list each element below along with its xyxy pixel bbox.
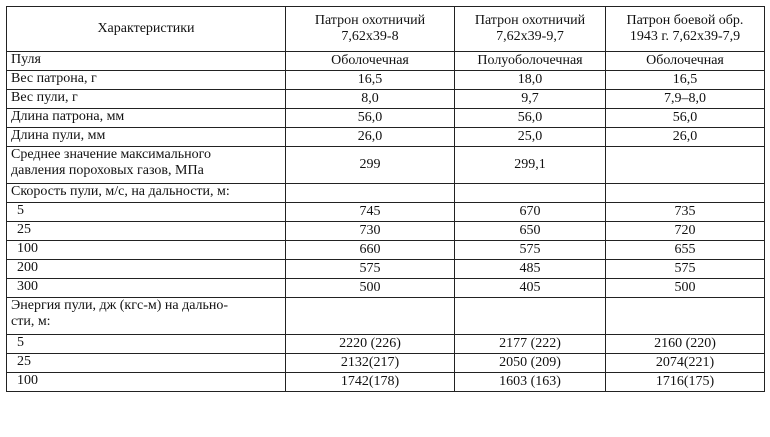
pressure-label-line1: Среднее значение максимального xyxy=(11,147,212,162)
cell-value: 8,0 xyxy=(286,90,455,109)
cell-value: 650 xyxy=(455,222,606,241)
cell-empty xyxy=(286,184,455,203)
header-col3-line1: Патрон боевой обр. xyxy=(626,13,744,28)
cell-value: 26,0 xyxy=(606,128,765,147)
distance-label: 100 xyxy=(7,241,286,260)
header-col3-line2: 1943 г. 7,62x39-7,9 xyxy=(629,29,741,44)
row-label: Вес пули, г xyxy=(7,90,286,109)
header-hunting-cartridge-9-7 xyxy=(455,7,606,52)
cell-value: Полуоболочечная xyxy=(455,52,606,71)
cell-value: 670 xyxy=(455,203,606,222)
cell-value: 2160 (220) xyxy=(606,335,765,354)
cell-value: 2074(221) xyxy=(606,354,765,373)
cell-value: 2132(217) xyxy=(286,354,455,373)
table-row xyxy=(7,279,765,298)
cell-value: 730 xyxy=(286,222,455,241)
cell-empty xyxy=(606,298,765,335)
cell-value: 405 xyxy=(455,279,606,298)
header-col1-line1: Патрон охотничий xyxy=(314,13,426,28)
cell-value: 2050 (209) xyxy=(455,354,606,373)
cell-value: 2177 (222) xyxy=(455,335,606,354)
table-row xyxy=(7,109,765,128)
cell-value: 575 xyxy=(455,241,606,260)
energy-section-header xyxy=(7,298,765,335)
row-label: Пуля xyxy=(7,52,286,71)
table-row xyxy=(7,354,765,373)
cell-value: 2220 (226) xyxy=(286,335,455,354)
table-row xyxy=(7,260,765,279)
table-row xyxy=(7,335,765,354)
cell-value: Оболочечная xyxy=(286,52,455,71)
table-row xyxy=(7,241,765,260)
cell-value: 575 xyxy=(286,260,455,279)
cell-value: 575 xyxy=(606,260,765,279)
header-combat-cartridge-1943 xyxy=(606,7,765,52)
distance-label: 5 xyxy=(7,203,286,222)
energy-label-line2: сти, м: xyxy=(11,314,51,329)
table-row xyxy=(7,52,765,71)
pressure-label-line2: давления пороховых газов, МПа xyxy=(11,163,204,178)
energy-label xyxy=(7,298,286,335)
table-row xyxy=(7,222,765,241)
cell-value: 56,0 xyxy=(455,109,606,128)
cell-value: 720 xyxy=(606,222,765,241)
table-row xyxy=(7,90,765,109)
table-row xyxy=(7,128,765,147)
cell-value: 660 xyxy=(286,241,455,260)
cell-empty xyxy=(286,298,455,335)
table-row xyxy=(7,203,765,222)
header-col1-line2: 7,62x39-8 xyxy=(341,29,399,44)
cell-value: 25,0 xyxy=(455,128,606,147)
speed-label: Скорость пули, м/с, на дальности, м: xyxy=(7,184,286,203)
header-col2-line2: 7,62x39-9,7 xyxy=(496,29,564,44)
cell-value: 655 xyxy=(606,241,765,260)
cell-value: 26,0 xyxy=(286,128,455,147)
cell-value: 9,7 xyxy=(455,90,606,109)
cell-value: 56,0 xyxy=(606,109,765,128)
cell-value: 16,5 xyxy=(606,71,765,90)
distance-label: 100 xyxy=(7,373,286,392)
cell-value: 299,1 xyxy=(455,147,606,184)
header-hunting-cartridge-8 xyxy=(286,7,455,52)
cell-value: 299 xyxy=(286,147,455,184)
header-row xyxy=(7,7,765,52)
cell-value: 18,0 xyxy=(455,71,606,90)
distance-label: 5 xyxy=(7,335,286,354)
distance-label: 25 xyxy=(7,354,286,373)
cell-value: 735 xyxy=(606,203,765,222)
cell-value: 7,9–8,0 xyxy=(606,90,765,109)
speed-section-header xyxy=(7,184,765,203)
distance-label: 25 xyxy=(7,222,286,241)
cell-value: 16,5 xyxy=(286,71,455,90)
cartridge-spec-sheet xyxy=(6,6,764,392)
cell-value: 500 xyxy=(286,279,455,298)
distance-label: 200 xyxy=(7,260,286,279)
header-characteristics: Характеристики xyxy=(7,7,286,52)
distance-label: 300 xyxy=(7,279,286,298)
row-label: Длина пули, мм xyxy=(7,128,286,147)
cell-value: 1716(175) xyxy=(606,373,765,392)
cell-value: 500 xyxy=(606,279,765,298)
cell-value xyxy=(606,147,765,184)
cell-value: 745 xyxy=(286,203,455,222)
cell-empty xyxy=(606,184,765,203)
row-label: Вес патрона, г xyxy=(7,71,286,90)
row-label: Длина патрона, мм xyxy=(7,109,286,128)
cell-value: 1742(178) xyxy=(286,373,455,392)
table-row xyxy=(7,373,765,392)
table-row xyxy=(7,71,765,90)
cell-empty xyxy=(455,298,606,335)
energy-label-line1: Энергия пули, дж (кгс-м) на дально- xyxy=(11,298,229,313)
pressure-row xyxy=(7,147,765,184)
cartridge-spec-table xyxy=(6,6,765,392)
cell-value: 1603 (163) xyxy=(455,373,606,392)
cell-value: 485 xyxy=(455,260,606,279)
header-col2-line1: Патрон охотничий xyxy=(474,13,586,28)
pressure-label xyxy=(7,147,286,184)
cell-value: 56,0 xyxy=(286,109,455,128)
cell-empty xyxy=(455,184,606,203)
cell-value: Оболочечная xyxy=(606,52,765,71)
